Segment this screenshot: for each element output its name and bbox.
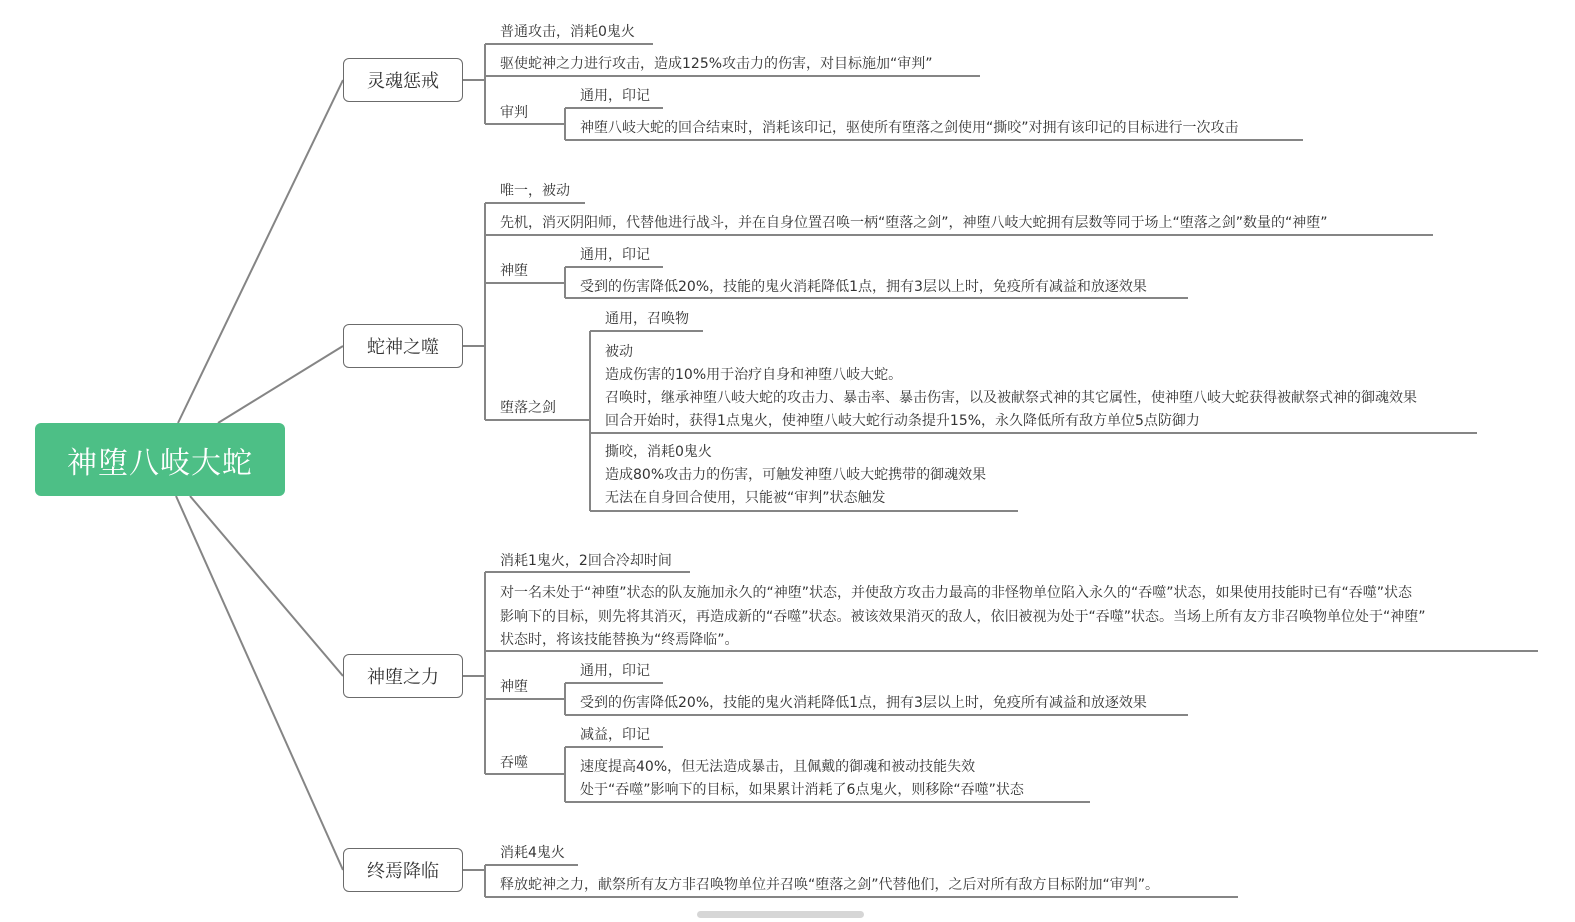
skill-1-effect-tag: 通用，印记 xyxy=(580,88,650,104)
sword-bite-title: 撕咬，消耗0鬼火 xyxy=(605,444,712,460)
horizontal-scrollbar[interactable] xyxy=(697,911,864,918)
skill-3-cost: 消耗1鬼火，2回合冷却时间 xyxy=(500,553,672,569)
skill-node-4[interactable]: 终焉降临 xyxy=(343,848,463,892)
skill-3-effect-2-tag: 减益，印记 xyxy=(580,727,650,743)
sword-passive-line: 回合开始时，获得1点鬼火，使神堕八岐大蛇行动条提升15%，永久降低所有敌方单位5点防御力 xyxy=(605,413,1200,429)
skill-2-effect-1-desc: 受到的伤害降低20%，技能的鬼火消耗降低1点，拥有3层以上时，免疫所有减益和放逐效果 xyxy=(580,279,1147,295)
skill-4-cost: 消耗4鬼火 xyxy=(500,845,565,861)
skill-node-3[interactable]: 神堕之力 xyxy=(343,654,463,698)
sword-passive-title: 被动 xyxy=(605,344,633,360)
skill-3-effect-2-desc: 速度提高40%，但无法造成暴击，且佩戴的御魂和被动技能失效 xyxy=(580,759,976,775)
skill-2-effect-2-tag: 通用，召唤物 xyxy=(605,311,689,327)
skill-3-effect-2-name: 吞噬 xyxy=(500,755,528,771)
skill-3-effect-1-desc: 受到的伤害降低20%，技能的鬼火消耗降低1点，拥有3层以上时，免疫所有减益和放逐效果 xyxy=(580,695,1147,711)
skill-1-effect-name: 审判 xyxy=(500,105,528,121)
skill-2-cost: 唯一，被动 xyxy=(500,183,570,199)
skill-4-desc: 释放蛇神之力，献祭所有友方非召唤物单位并召唤“堕落之剑”代替他们，之后对所有敌方目标附加“审判”。 xyxy=(500,877,1160,893)
skill-node-1[interactable]: 灵魂惩戒 xyxy=(343,58,463,102)
sword-passive-line: 造成伤害的10%用于治疗自身和神堕八岐大蛇。 xyxy=(605,367,903,383)
skill-2-effect-2-name: 堕落之剑 xyxy=(500,400,556,416)
skill-3-effect-1-tag: 通用，印记 xyxy=(580,663,650,679)
skill-node-2[interactable]: 蛇神之噬 xyxy=(343,324,463,368)
sword-bite-line: 无法在自身回合使用，只能被“审判”状态触发 xyxy=(605,490,886,506)
skill-1-effect-desc: 神堕八岐大蛇的回合结束时，消耗该印记，驱使所有堕落之剑使用“撕咬”对拥有该印记的目标进行一次攻击 xyxy=(580,120,1239,136)
root-node[interactable]: 神堕八岐大蛇 xyxy=(35,423,285,496)
skill-2-effect-1-name: 神堕 xyxy=(500,263,528,279)
skill-3-desc-line: 对一名未处于“神堕”状态的队友施加永久的“神堕”状态，并使敌方攻击力最高的非怪物单位陷入永久的“吞噬”状态，如果使用技能时已有“吞噬”状态 xyxy=(500,585,1413,601)
skill-2-desc: 先机，消灭阴阳师，代替他进行战斗，并在自身位置召唤一柄“堕落之剑”，神堕八岐大蛇拥有层数等同于场上“堕落之剑”数量的“神堕” xyxy=(500,215,1328,231)
skill-3-desc-line: 影响下的目标，则先将其消灭，再造成新的“吞噬”状态。被该效果消灭的敌人，依旧被视为处于“吞噬”状态。当场上所有友方非召唤物单位处于“神堕” xyxy=(500,609,1426,625)
sword-passive-line: 召唤时，继承神堕八岐大蛇的攻击力、暴击率、暴击伤害，以及被献祭式神的其它属性，使神堕八岐大蛇获得被献祭式神的御魂效果 xyxy=(605,390,1417,406)
skill-3-effect-2-desc: 处于“吞噬”影响下的目标，如果累计消耗了6点鬼火，则移除“吞噬”状态 xyxy=(580,782,1024,798)
skill-1-cost: 普通攻击，消耗0鬼火 xyxy=(500,24,635,40)
sword-bite-line: 造成80%攻击力的伤害，可触发神堕八岐大蛇携带的御魂效果 xyxy=(605,467,987,483)
skill-3-desc-line: 状态时，将该技能替换为“终焉降临”。 xyxy=(500,632,739,648)
skill-3-effect-1-name: 神堕 xyxy=(500,679,528,695)
skill-2-effect-1-tag: 通用，印记 xyxy=(580,247,650,263)
skill-1-desc: 驱使蛇神之力进行攻击，造成125%攻击力的伤害，对目标施加“审判” xyxy=(500,56,933,72)
